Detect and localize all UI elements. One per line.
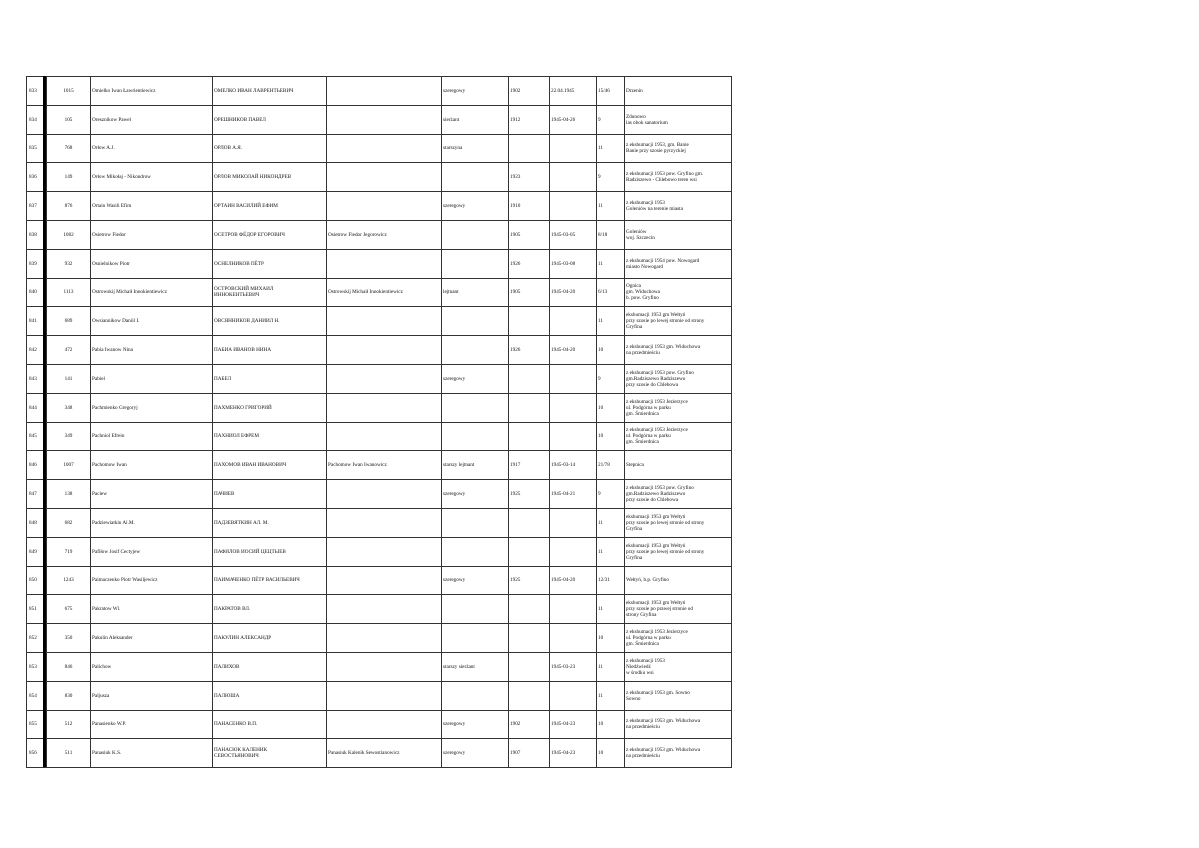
cell-name-russian: ПАФИЛОВ ИОСИЙ ЦЕЦТЫЕВ [213,537,327,566]
cell-name-polish: Ortain Wasili Efim [91,192,213,221]
cell-name-polish: Orłow Mikołaj - Nikondrow [91,163,213,192]
cell-name-russian: ПАКРАТОВ ВЛ. [213,595,327,624]
cell-grave: 9 [597,163,625,192]
cell-rank: szeregowy [442,77,509,106]
cell-death-date [550,307,597,336]
cell-name-polish: Pakulin Aleksander [91,624,213,653]
cell-name-russian: ПАБИА ИВАНОВ НИНА [213,336,327,365]
cell-rank: lejtnant [442,278,509,307]
cell-birth-year [509,652,550,681]
table-row [27,307,732,336]
table-row [27,393,732,422]
cell-record-id: 932 [47,249,91,278]
cell-rank: szeregowy [442,192,509,221]
cell-name-polish: Panasiuk K.S. [91,739,213,768]
cell-full-name [327,77,442,106]
cell-full-name [327,422,442,451]
cell-record-id: 1243 [47,566,91,595]
cell-birth-year [509,681,550,710]
cell-birth-year: 1917 [509,451,550,480]
cell-burial-place: z ekshumacji 1953 Jezierzyce ul. Podgórna w parku gm. Śmierdnica [625,624,732,653]
cell-name-polish: Pabia Iwanow Nina [91,336,213,365]
cell-full-name [327,480,442,509]
cell-entry-number: 836 [27,163,47,192]
cell-record-id: 830 [47,681,91,710]
cell-grave: 15/46 [597,77,625,106]
cell-burial-place: z ekshumacji 1953 gm. Widuchowa na przedmieściu [625,739,732,768]
table-row [27,364,732,393]
cell-name-polish: Pachmienko Gregoryj [91,393,213,422]
cell-full-name [327,336,442,365]
cell-death-date [550,537,597,566]
cell-record-id: 719 [47,537,91,566]
cell-birth-year: 1907 [509,739,550,768]
cell-birth-year: 1925 [509,480,550,509]
cell-death-date [550,192,597,221]
cell-record-id: 1082 [47,220,91,249]
cell-record-id: 105 [47,105,91,134]
cell-rank: starszyna [442,134,509,163]
cell-burial-place: z ekshumacji 1953 Jezierzyce ul. Podgórna w parku gm. Śmierdnica [625,422,732,451]
cell-birth-year [509,624,550,653]
cell-grave: 21/78 [597,451,625,480]
cell-burial-place: Ognica gm. Widuchowa b. pow. Gryfino [625,278,732,307]
cell-death-date: 1945-04-23 [550,739,597,768]
table-body [27,77,732,768]
table-row [27,451,732,480]
cell-name-russian: ПАНАСЕНКО В.П. [213,710,327,739]
cell-entry-number: 841 [27,307,47,336]
cell-rank [442,336,509,365]
table-row [27,681,732,710]
cell-name-russian: ОСНЕЛНИКОВ ПЁТР [213,249,327,278]
table-row [27,652,732,681]
cell-death-date: 1945-04-26 [550,105,597,134]
cell-name-polish: Orłow A.J. [91,134,213,163]
cell-full-name [327,393,442,422]
cell-name-polish: Oresznikow Pawel [91,105,213,134]
cell-death-date [550,422,597,451]
cell-full-name: Osietrow Fiedor Jegorowicz [327,220,442,249]
cell-burial-place: z ekshumacji 1953 Jezierzyce ul. Podgórna w parku gm. Śmierdnica [625,393,732,422]
cell-burial-place: ekshumacji 1953 gm Wełtyń przy szosie po prawej stronie od strony Gryfina [625,595,732,624]
cell-name-polish: Panasienko W.P. [91,710,213,739]
cell-birth-year: 1912 [509,105,550,134]
cell-burial-place: Drzenin [625,77,732,106]
cell-name-polish: Ostrowskij Michaił Innokientiewicz [91,278,213,307]
cell-full-name [327,537,442,566]
cell-entry-number: 856 [27,739,47,768]
cell-record-id: 512 [47,710,91,739]
cell-death-date [550,595,597,624]
cell-full-name: Ostrowskij Michaił Innokientiewicz [327,278,442,307]
cell-birth-year: 1902 [509,710,550,739]
cell-birth-year [509,393,550,422]
burial-register-table [26,76,732,768]
cell-death-date: 1945-03-08 [550,249,597,278]
cell-entry-number: 849 [27,537,47,566]
cell-name-russian: ОСТРОВСКИЙ МИХАИЛ ИННОКЕНТЬЕВИЧ [213,278,327,307]
cell-name-russian: ПАЛИХОВ [213,652,327,681]
cell-rank [442,595,509,624]
cell-name-russian: ПАЧИЕВ [213,480,327,509]
cell-name-russian: ПАДЗЕВЯТКИН АЛ. М. [213,508,327,537]
cell-grave: 10 [597,393,625,422]
cell-name-russian: ПАНАСЮК КАЛЕНИК СЕВОСТЬЯНОВИЧ [213,739,327,768]
cell-entry-number: 846 [27,451,47,480]
cell-grave: 11 [597,508,625,537]
cell-grave: 12/31 [597,566,625,595]
cell-full-name [327,508,442,537]
cell-death-date [550,681,597,710]
cell-rank [442,537,509,566]
cell-grave: 9 [597,364,625,393]
cell-rank: starszy lejtnant [442,451,509,480]
cell-name-polish: Pakratow Wl. [91,595,213,624]
cell-grave: 11 [597,595,625,624]
table-row [27,220,732,249]
cell-rank: szeregowy [442,480,509,509]
cell-rank [442,307,509,336]
cell-record-id: 138 [47,480,91,509]
cell-name-russian: ОМЕЛКО ИВАН ЛАВРЕНТЬЕВИЧ [213,77,327,106]
table-row [27,105,732,134]
cell-birth-year [509,537,550,566]
cell-grave: 11 [597,192,625,221]
cell-record-id: 350 [47,624,91,653]
cell-name-russian: ПАКУЛИН АЛЕКСАНДР [213,624,327,653]
cell-rank [442,508,509,537]
table-row [27,566,732,595]
cell-name-russian: ПАХНИОЛ ЕФРЕМ [213,422,327,451]
cell-burial-place: z ekshumacji 1953 Goleniów na terenie miasta [625,192,732,221]
cell-burial-place: ekshumacji 1953 gm Wełtyń przy szosie po lewej stronie od strony Gryfina [625,307,732,336]
cell-name-polish: Osietrow Fiedor [91,220,213,249]
cell-burial-place: z ekshumacji 1953 Niedźwiedź w środku wsi [625,652,732,681]
cell-grave: 11 [597,134,625,163]
cell-entry-number: 847 [27,480,47,509]
table-row [27,336,732,365]
cell-full-name [327,307,442,336]
cell-grave: 10 [597,624,625,653]
cell-grave: 9 [597,105,625,134]
cell-burial-place: z ekshumacji 1953 pow. Gryfino gm.Radziszewo Radziszewo przy szosie do Chlebowa [625,480,732,509]
cell-record-id: 511 [47,739,91,768]
cell-burial-place: z ekshumacji 1953 gm. Sowno Sowno [625,681,732,710]
cell-name-polish: Osnielnikow Piotr [91,249,213,278]
cell-birth-year [509,422,550,451]
cell-full-name: Panasiuk Kalenik Sewostianowicz [327,739,442,768]
cell-full-name [327,105,442,134]
cell-rank: szeregowy [442,710,509,739]
cell-death-date [550,134,597,163]
cell-entry-number: 850 [27,566,47,595]
cell-name-russian: ПАХОМОВ ИВАН ИВАНОВИЧ [213,451,327,480]
cell-full-name [327,710,442,739]
cell-name-russian: ПАХМЕНКО ГРИГОРИЙ [213,393,327,422]
table-row [27,163,732,192]
cell-death-date: 22.04.1945 [550,77,597,106]
cell-entry-number: 842 [27,336,47,365]
cell-birth-year [509,307,550,336]
cell-record-id: 1007 [47,451,91,480]
cell-rank: starszy sierżant [442,652,509,681]
cell-grave: 10 [597,336,625,365]
cell-record-id: 768 [47,134,91,163]
cell-death-date: 1945-04-20 [550,278,597,307]
cell-burial-place: z ekshumacji 1953 pow. Gryfino gm.Radziszewo Radziszewo przy szosie do Chlebowa [625,364,732,393]
cell-name-russian: ОВСЯННИКОВ ДАНИИЛ Н. [213,307,327,336]
table-row [27,480,732,509]
cell-death-date: 1945-04-20 [550,566,597,595]
cell-full-name [327,681,442,710]
table-row [27,422,732,451]
cell-rank: szeregowy [442,566,509,595]
table-row [27,278,732,307]
cell-birth-year: 1925 [509,566,550,595]
cell-record-id: 141 [47,364,91,393]
cell-grave: 9 [597,480,625,509]
cell-full-name [327,595,442,624]
cell-entry-number: 845 [27,422,47,451]
cell-record-id: 1015 [47,77,91,106]
cell-full-name [327,249,442,278]
cell-record-id: 149 [47,163,91,192]
table-row [27,595,732,624]
cell-name-polish: Pachniol Efrein [91,422,213,451]
cell-burial-place: z ekshumacji 1953 pow. Gryfino gm. Radziszewo - Chlebowo teren wsi [625,163,732,192]
cell-name-russian: ОСЕТРОВ ФЁДОР ЕГОРОВИЧ [213,220,327,249]
cell-burial-place: ekshumacji 1953 gm Wełtyń przy szosie po lewej stronie od strony Gryfina [625,508,732,537]
cell-entry-number: 848 [27,508,47,537]
cell-name-polish: Padziewiatkin Al.M. [91,508,213,537]
cell-name-polish: Pabiel [91,364,213,393]
cell-name-polish: Pachomow Iwan [91,451,213,480]
cell-grave: 11 [597,681,625,710]
cell-rank [442,249,509,278]
cell-entry-number: 833 [27,77,47,106]
cell-birth-year: 1926 [509,249,550,278]
cell-birth-year: 1902 [509,77,550,106]
cell-grave: 10 [597,710,625,739]
cell-record-id: 349 [47,422,91,451]
table-row [27,192,732,221]
cell-grave: 8/18 [597,220,625,249]
cell-burial-place: Stepnica [625,451,732,480]
cell-entry-number: 844 [27,393,47,422]
cell-rank [442,681,509,710]
cell-death-date: 1945-04-20 [550,336,597,365]
cell-entry-number: 854 [27,681,47,710]
cell-rank [442,393,509,422]
cell-full-name [327,134,442,163]
cell-death-date [550,163,597,192]
cell-birth-year [509,508,550,537]
cell-death-date: 1945-03-14 [550,451,597,480]
left-margin-rule [43,76,46,767]
cell-birth-year [509,595,550,624]
cell-death-date: 1945-03-05 [550,220,597,249]
cell-full-name: Pachomow Iwan Iwanowicz [327,451,442,480]
cell-rank [442,163,509,192]
cell-death-date [550,508,597,537]
cell-name-polish: Palichow [91,652,213,681]
cell-burial-place: z ekshumacji 1953 gm. Widuchowa na przedmieściu [625,336,732,365]
cell-full-name [327,566,442,595]
cell-grave: 6/13 [597,278,625,307]
cell-birth-year: 1910 [509,192,550,221]
cell-entry-number: 843 [27,364,47,393]
table-row [27,710,732,739]
cell-rank: sierżant [442,105,509,134]
cell-death-date [550,393,597,422]
cell-record-id: 348 [47,393,91,422]
cell-name-polish: Paimaczenko Piotr Wasiljewicz [91,566,213,595]
cell-birth-year: 1926 [509,336,550,365]
cell-name-russian: ПАБЕЛ [213,364,327,393]
cell-name-russian: ОРЕШНИКОВ ПАВЕЛ [213,105,327,134]
cell-record-id: 472 [47,336,91,365]
cell-name-russian: ОРЛОВ МИКОЛАЙ НИКОНДРЕВ [213,163,327,192]
cell-full-name [327,163,442,192]
cell-name-polish: Paljusza [91,681,213,710]
cell-name-polish: Pafiłow Josif Cectyjew [91,537,213,566]
cell-grave: 11 [597,537,625,566]
cell-entry-number: 835 [27,134,47,163]
cell-rank [442,220,509,249]
cell-record-id: 846 [47,652,91,681]
cell-burial-place: Zdunowo las obok sanatorium [625,105,732,134]
cell-grave: 10 [597,422,625,451]
cell-full-name [327,652,442,681]
cell-grave: 11 [597,307,625,336]
cell-death-date: 1945-04-23 [550,710,597,739]
cell-birth-year [509,364,550,393]
cell-entry-number: 837 [27,192,47,221]
cell-entry-number: 834 [27,105,47,134]
cell-burial-place: Wełtyń, b.p. Gryfino [625,566,732,595]
cell-rank [442,422,509,451]
cell-entry-number: 840 [27,278,47,307]
cell-birth-year [509,134,550,163]
table-row [27,739,732,768]
cell-death-date [550,364,597,393]
cell-entry-number: 851 [27,595,47,624]
cell-name-russian: ПАЛЮША [213,681,327,710]
cell-death-date [550,624,597,653]
cell-grave: 11 [597,249,625,278]
table-row [27,134,732,163]
cell-burial-place: z ekshumacji 1953, gm. Banie Banie przy szosie pyrzyckiej [625,134,732,163]
cell-record-id: 682 [47,508,91,537]
cell-record-id: 675 [47,595,91,624]
cell-rank [442,624,509,653]
cell-death-date: 1945-03-23 [550,652,597,681]
cell-entry-number: 853 [27,652,47,681]
cell-burial-place: Goleniów woj. Szczecin [625,220,732,249]
cell-entry-number: 838 [27,220,47,249]
cell-death-date: 1945-04-21 [550,480,597,509]
cell-full-name [327,364,442,393]
cell-entry-number: 855 [27,710,47,739]
cell-name-russian: ОРТАИН ВАСИЛИЙ ЕФИМ [213,192,327,221]
cell-burial-place: z ekshumacji 1954 pow. Nowogard miasto Nowogard [625,249,732,278]
cell-name-russian: ПАИМАЧЕНКО ПЁТР ВАСИЛЬЕВИЧ [213,566,327,595]
cell-birth-year: 1905 [509,220,550,249]
table-row [27,537,732,566]
table-row [27,249,732,278]
cell-name-russian: ОРЛОВ А.Я. [213,134,327,163]
cell-name-polish: Owsiannikow Daniil I. [91,307,213,336]
cell-record-id: 876 [47,192,91,221]
cell-rank: szeregowy [442,739,509,768]
table-row [27,508,732,537]
cell-full-name [327,192,442,221]
cell-grave: 10 [597,739,625,768]
cell-entry-number: 839 [27,249,47,278]
cell-record-id: 1113 [47,278,91,307]
cell-burial-place: z ekshumacji 1953 gm. Widuchowa na przedmieściu [625,710,732,739]
table-row [27,624,732,653]
cell-birth-year: 1905 [509,278,550,307]
cell-record-id: 689 [47,307,91,336]
cell-grave: 11 [597,652,625,681]
cell-birth-year: 1923 [509,163,550,192]
cell-burial-place: ekshumacji 1953 gm Wełtyń przy szosie po lewej stronie od strony Gryfina [625,537,732,566]
cell-name-polish: Omielko Iwan Ławrientiewicz [91,77,213,106]
table-row [27,77,732,106]
cell-rank: szeregowy [442,364,509,393]
cell-entry-number: 852 [27,624,47,653]
cell-name-polish: Paciew [91,480,213,509]
cell-full-name [327,624,442,653]
